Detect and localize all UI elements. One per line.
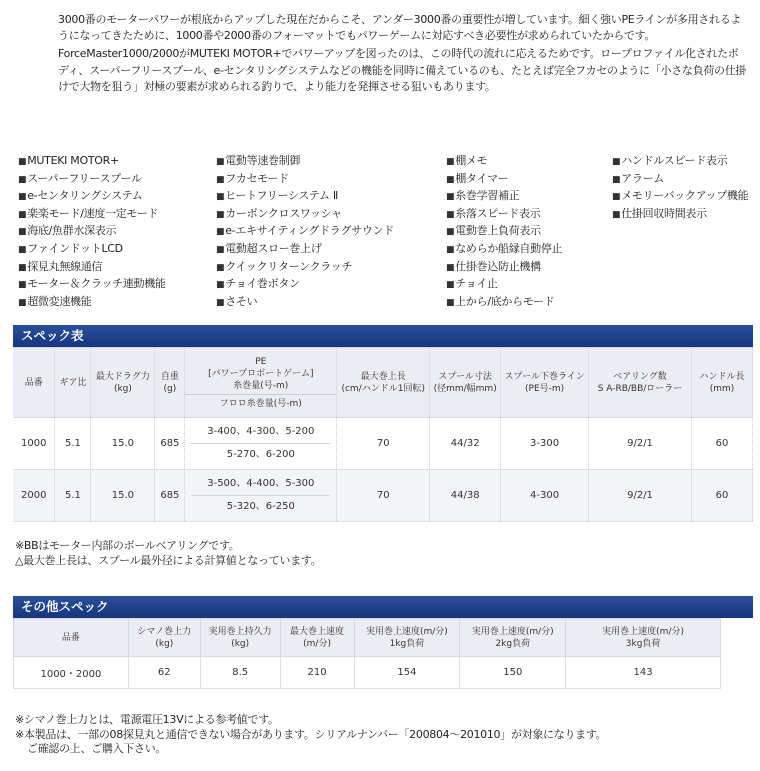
feature-item: ■ チョイ巻ボタン	[216, 276, 394, 294]
header-drag: 最大ドラグ力 (kg)	[91, 348, 155, 418]
spec-note-bb: ※BBはモーター内部のボールベアリングです。	[15, 539, 240, 552]
header-practical-lift: 実用巻上持久力 (kg)	[200, 619, 280, 657]
feature-column-1	[18, 153, 166, 311]
cell-spool-line: 4-300	[501, 470, 589, 522]
spec-note-retrieve: △最大巻上長は、スプール最外径による計算値となっています。	[15, 553, 322, 567]
cell-speed-1kg: 154	[354, 657, 460, 689]
feature-item: ■ 糸巻学習補正	[446, 188, 562, 206]
header-model: 品番	[13, 348, 55, 418]
feature-item: ■ 探見丸無線通信	[18, 259, 166, 277]
feature-item: ■ 超微変速機能	[18, 294, 166, 312]
feature-item: ■ MUTEKI MOTOR+	[18, 153, 166, 171]
spec-section-header: スペック表	[13, 325, 753, 347]
footer-note-lift: ※シマノ巻上力とは、電源電圧13Vによる参考値です。	[15, 713, 279, 726]
cell-pe	[185, 470, 337, 522]
header-speed-2kg: 実用巻上速度(m/分) 2kg負荷	[460, 619, 566, 657]
cell-drag: 15.0	[91, 418, 155, 470]
feature-item: ■ 仕掛回収時間表示	[612, 206, 748, 224]
cell-bearing: 9/2/1	[589, 470, 692, 522]
cell-model: 2000	[13, 470, 55, 522]
feature-item: ■ 上から/底からモード	[446, 294, 562, 312]
feature-item: ■ ハンドルスピード表示	[612, 153, 748, 171]
cell-pe-line-1: 3-500、4-400、5-300	[207, 478, 315, 489]
cell-gear: 5.1	[55, 470, 91, 522]
cell-spool: 44/32	[430, 418, 501, 470]
header-max-speed: 最大巻上速度 (m/分)	[280, 619, 354, 657]
footer-note-serial: ※本製品は、一部の08探見丸と通信できない場合があります。シリアルナンバー「200804～201010」が対象になります。	[15, 727, 607, 741]
feature-item: ■ なめらか船縁自動停止	[446, 241, 562, 259]
feature-item: ■ 電動超スロー巻上げ	[216, 241, 394, 259]
feature-item: ■ メモリーバックアップ機能	[612, 188, 748, 206]
feature-item: ■ フカセモード	[216, 171, 394, 189]
header-pe	[185, 348, 337, 418]
spec-notes	[15, 539, 321, 568]
header-pe-bottom: フロロ糸巻量(号-m)	[185, 394, 336, 410]
cell-spool: 44/38	[430, 470, 501, 522]
feature-item: ■ 棚メモ	[446, 153, 562, 171]
cell-retrieve: 70	[337, 418, 430, 470]
header-handle: ハンドル長 (mm)	[691, 348, 752, 418]
cell-weight: 685	[155, 470, 185, 522]
cell-speed-2kg: 150	[460, 657, 566, 689]
header-gear: ギア比	[55, 348, 91, 418]
header-speed-3kg: 実用巻上速度(m/分) 3kg負荷	[566, 619, 721, 657]
cell-handle: 60	[691, 418, 752, 470]
intro-text	[58, 12, 748, 97]
cell-speed-3kg: 143	[566, 657, 721, 689]
feature-item: ■ モーター＆クラッチ連動機能	[18, 276, 166, 294]
table-row	[14, 657, 721, 689]
feature-column-2	[216, 153, 394, 311]
header-speed-1kg: 実用巻上速度(m/分) 1kg負荷	[354, 619, 460, 657]
cell-spool-line: 3-300	[501, 418, 589, 470]
cell-drag: 15.0	[91, 470, 155, 522]
header-retrieve: 最大巻上長 (cm/ハンドル1回転)	[337, 348, 430, 418]
feature-item: ■ 楽楽モード/速度一定モード	[18, 206, 166, 224]
feature-item: ■ 仕掛巻込防止機構	[446, 259, 562, 277]
feature-item: ■ 電動等速巻制御	[216, 153, 394, 171]
header-spool: スプール寸法 (径mm/幅mm)	[430, 348, 501, 418]
feature-item: ■ e-エキサイティングドラグサウンド	[216, 223, 394, 241]
spec-table	[13, 347, 753, 522]
cell-pe-line-2: 5-270、6-200	[191, 443, 330, 466]
header-model: 品番	[14, 619, 129, 657]
header-weight: 自重 (g)	[155, 348, 185, 418]
feature-item: ■ ヒートフリーシステム Ⅱ	[216, 188, 394, 206]
footer-notes	[15, 713, 606, 757]
feature-item: ■ クイックリターンクラッチ	[216, 259, 394, 277]
feature-item: ■ アラーム	[612, 171, 748, 189]
header-spool-line: スプール下巻ライン (PE号-m)	[501, 348, 589, 418]
cell-model: 1000	[13, 418, 55, 470]
feature-item: ■ チョイ止	[446, 276, 562, 294]
feature-column-3	[446, 153, 562, 311]
feature-item: ■ ファインドットLCD	[18, 241, 166, 259]
footer-note-confirm: ご確認の上、ご購入下さい。	[27, 742, 167, 755]
cell-handle: 60	[691, 470, 752, 522]
intro-paragraph-1: 3000番のモーターパワーが根底からアップした現在だからこそ、アンダー3000番の重要性が増しています。細く強いPEラインが多用されるようになってきたために、1000番や2000番のフォーマットでもパワーゲームに対応すべき必要性が求められていたからです。	[58, 13, 742, 43]
feature-item: ■ 電動巻上負荷表示	[446, 223, 562, 241]
feature-item: ■ 棚タイマー	[446, 171, 562, 189]
cell-practical-lift: 8.5	[200, 657, 280, 689]
table-row	[13, 470, 753, 522]
header-lift: シマノ巻上力 (kg)	[128, 619, 200, 657]
cell-max-speed: 210	[280, 657, 354, 689]
cell-bearing: 9/2/1	[589, 418, 692, 470]
cell-pe-line-1: 3-400、4-300、5-200	[207, 426, 315, 437]
cell-weight: 685	[155, 418, 185, 470]
cell-pe	[185, 418, 337, 470]
header-pe-top: PE [パワープロボートゲーム] 糸巻量(号-m)	[208, 356, 314, 391]
feature-item: ■ 糸落スピード表示	[446, 206, 562, 224]
feature-list	[18, 153, 758, 308]
spec-header-row	[13, 348, 753, 418]
cell-model: 1000・2000	[14, 657, 129, 689]
feature-item: ■ カーボンクロスワッシャ	[216, 206, 394, 224]
feature-item: ■ 海底/魚群水深表示	[18, 223, 166, 241]
feature-item: ■ スーパーフリースプール	[18, 171, 166, 189]
other-header-row	[14, 619, 721, 657]
other-spec-table	[13, 618, 721, 689]
cell-pe-line-2: 5-320、6-250	[191, 495, 330, 518]
cell-retrieve: 70	[337, 470, 430, 522]
header-bearing: ベアリング数 S A-RB/BB/ローラー	[589, 348, 692, 418]
feature-item: ■ さそい	[216, 294, 394, 312]
intro-paragraph-2: ForceMaster1000/2000がMUTEKI MOTOR+でパワーアップを図ったのは、この時代の流れに応えるためです。ロープロファイル化されたボディ、スーパーフリースプール、e-センタリングシステムなどの機能を同時に備えているのも、たとえば完全フカセのように「小さな負荷の仕掛けで大物を狙う」対極の要素が求められる釣りで、より能力を発揮させる狙いもあります。	[58, 47, 747, 93]
cell-gear: 5.1	[55, 418, 91, 470]
feature-column-4	[612, 153, 748, 223]
table-row	[13, 418, 753, 470]
cell-lift: 62	[128, 657, 200, 689]
other-spec-section-header: その他スペック	[13, 596, 753, 618]
feature-item: ■ e-センタリングシステム	[18, 188, 166, 206]
